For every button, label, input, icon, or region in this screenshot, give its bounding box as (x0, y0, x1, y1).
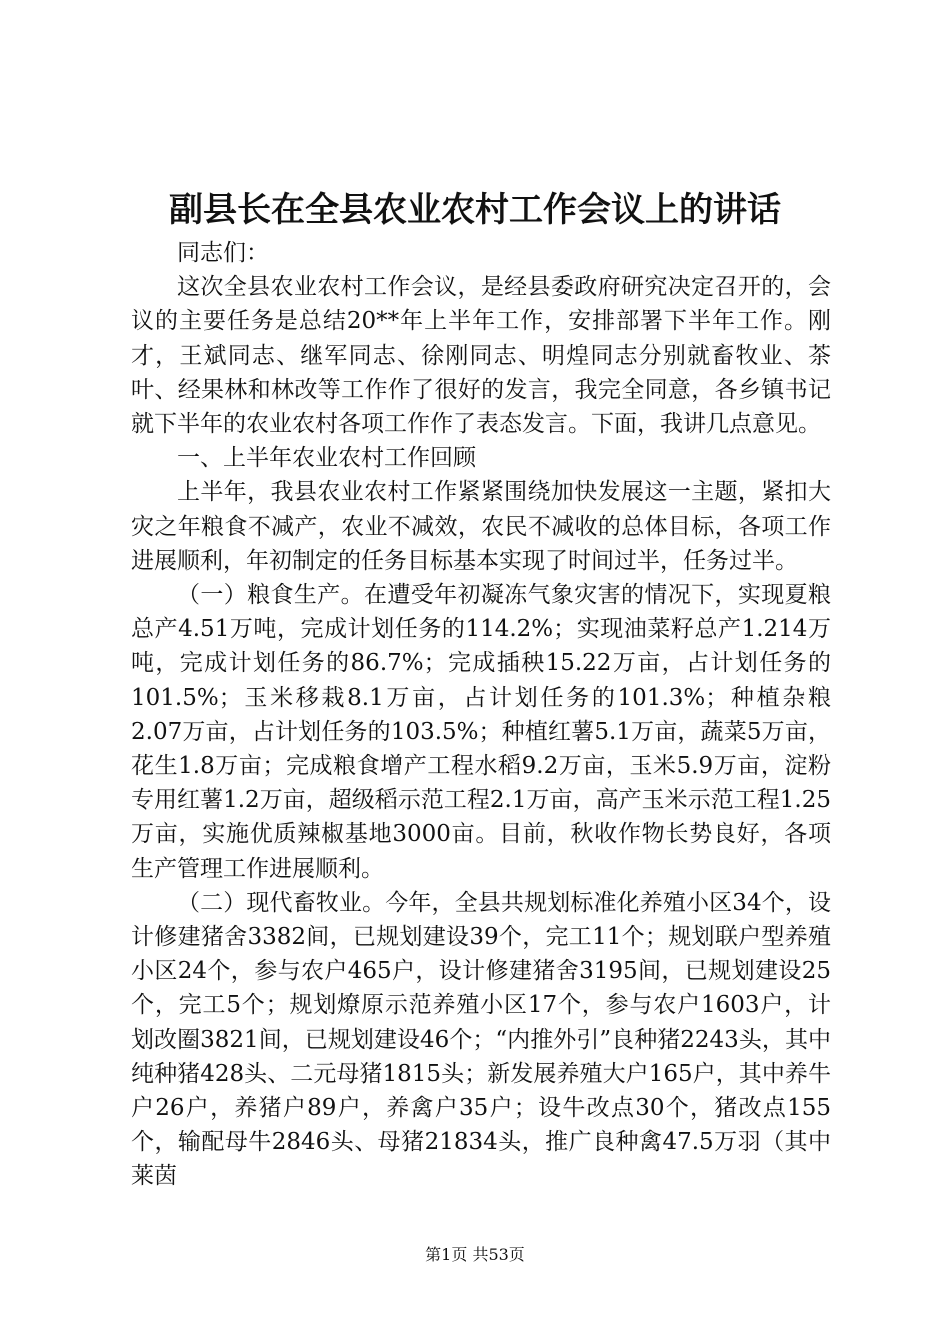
section-heading: 一、上半年农业农村工作回顾 (177, 445, 476, 472)
document-body (131, 236, 831, 1194)
document-title: 副县长在全县农业农村工作会议上的讲话 (169, 190, 781, 230)
paragraph-grain-production: （一）粮食生产。在遭受年初凝冻气象灾害的情况下，实现夏粮总产4.51万吨，完成计划任务的114.2%；实现油菜籽总产1.214万吨，完成计划任务的86.7%；完成插秧15.22万亩，占计划任务的101.5%；玉米移栽8.1万亩，占计划任务的101.3%；种植杂粮2.07万亩，占计划任务的103.5%；种植红薯5.1万亩，蔬菜5万亩，花生1.8万亩；完成粮食增产工程水稻9.2万亩，玉米5.9万亩，淀粉专用红薯1.2万亩，超级稻示范工程2.1万亩，高产玉米示范工程1.25万亩，实施优质辣椒基地3000亩。目前，秋收作物长势良好，各项生产管理工作进展顺利。 (131, 582, 831, 882)
page-footer: 第1页 共53页 (425, 1245, 525, 1264)
paragraph-overview: 上半年，我县农业农村工作紧紧围绕加快发展这一主题，紧扣大灾之年粮食不减产，农业不减效，农民不减收的总体目标，各项工作进展顺利，年初制定的任务目标基本实现了时间过半，任务过半。 (131, 479, 831, 574)
paragraph-intro: 这次全县农业农村工作会议，是经县委政府研究决定召开的，会议的主要任务是总结20**年上半年工作，安排部署下半年工作。刚才，王斌同志、继军同志、徐刚同志、明煌同志分别就畜牧业、茶叶、经果林和林改等工作作了很好的发言，我完全同意，各乡镇书记就下半年的农业农村各项工作作了表态发言。下面，我讲几点意见。 (131, 274, 831, 438)
salutation: 同志们： (177, 240, 269, 266)
paragraph-animal-husbandry: （二）现代畜牧业。今年，全县共规划标准化养殖小区34个，设计修建猪舍3382间，已规划建设39个，完工11个；规划联户型养殖小区24个，参与农户465户，设计修建猪舍3195间，已规划建设25个，完工5个；规划燎原示范养殖小区17个，参与农户1603户，计划改圈3821间，已规划建设46个；“内推外引”良种猪2243头，其中纯种猪428头、二元母猪1815头；新发展养殖大户165户，其中养牛户26户，养猪户89户，养禽户35户；设牛改点30个，猪改点155个，输配母牛2846头、母猪21834头，推广良种禽47.5万羽（其中莱茵 (131, 889, 831, 1190)
